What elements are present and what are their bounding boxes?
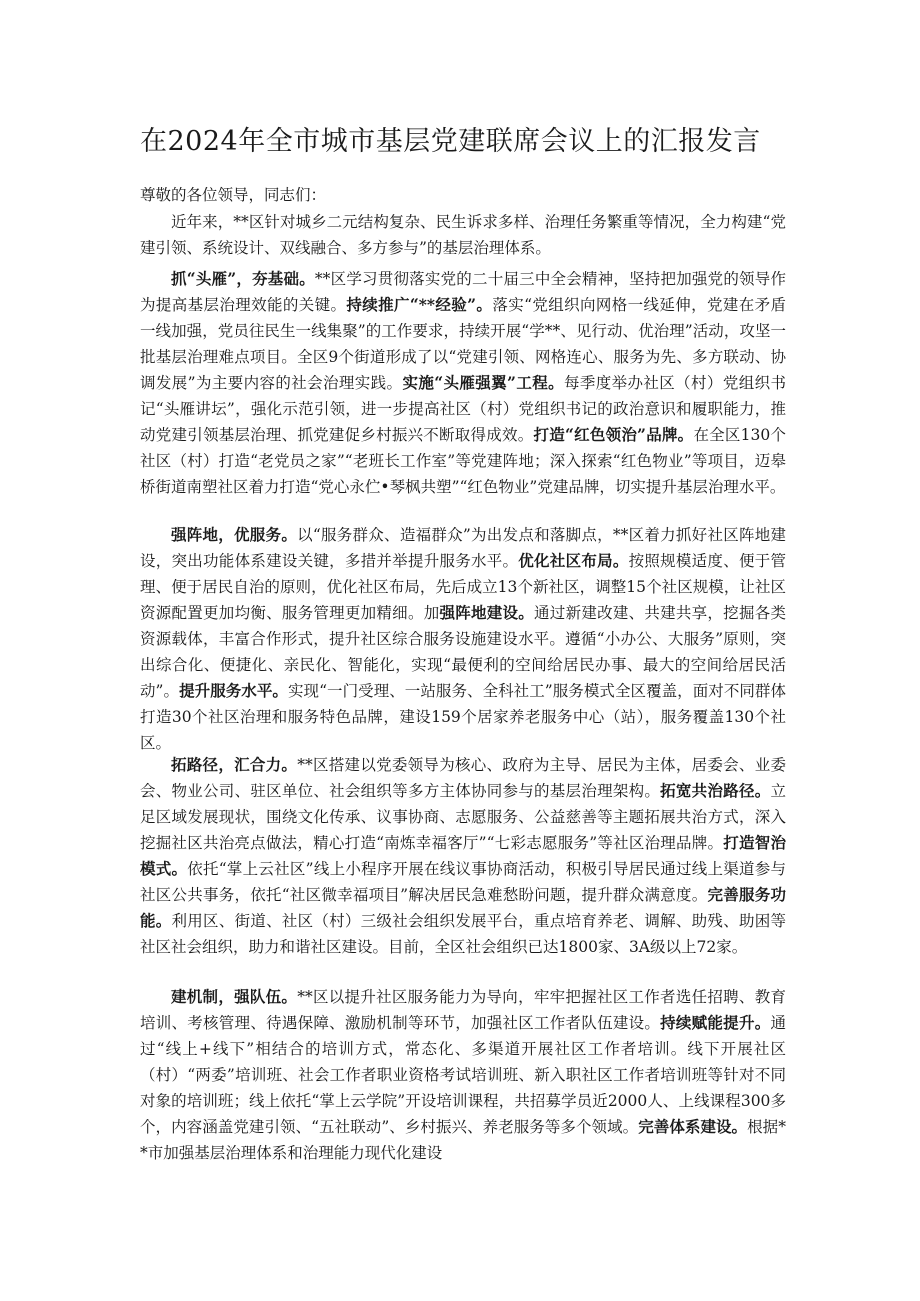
salutation: 尊敬的各位领导，同志们：	[140, 186, 327, 204]
subsection-heading: 强阵地建设。	[439, 603, 535, 622]
paragraph-service	[140, 522, 786, 756]
subsection-heading: 持续赋能提升。	[660, 1013, 771, 1032]
text-segment: 按照规模适度、便于管理、便于居民自治的原则，优化社区布局，先后成立13个新社区，调整15个社区规模，让社区资源配置更加均衡、服务管理更加精细。加	[140, 552, 786, 622]
subsection-heading: 持续推广“**经验”。	[346, 295, 493, 314]
text-segment: 每季度举办社区（村）党组织书记“头雁讲坛”，强化示范引领，进一步提高社区（村）党组织书记的政治意识和履职能力，推动党建引领基层治理、抓党建促乡村振兴不断取得成效。	[140, 374, 786, 444]
section-heading: 强阵地，优服务。	[171, 525, 298, 544]
paragraph-synergy	[140, 752, 786, 960]
paragraph-mechanism	[140, 984, 786, 1166]
subsection-heading: 打造“红色领治”品牌。	[533, 425, 694, 444]
text-segment: 依托“掌上云社区”线上小程序开展在线议事协商活动，积极引导居民通过线上渠道参与社区公共事务，依托“社区微幸福项目”解决居民急难愁盼问题，提升群众满意度。	[140, 860, 786, 904]
subsection-heading: 优化社区布局。	[518, 551, 629, 570]
text-segment: 通过新建改建、共建共享，挖掘各类资源载体，丰富合作形式，提升社区综合服务设施建设水平。遵循“小办公、大服务”原则，突出综合化、便捷化、亲民化、智能化，实现“最便利的空间给居民办事、最大的空间给居民活动”。	[140, 604, 786, 700]
text-segment: 落实“党组织向网格一线延伸，党建在矛盾一线加强，党员往民生一线集聚”的工作要求，持续开展“学**、见行动、优治理”活动，攻坚一批基层治理难点项目。全区9个街道形成了以“党建引领、网格连心、服务为先、多方联动、协调发展”为主要内容的社会治理实践。	[140, 296, 786, 392]
subsection-heading: 提升服务水平。	[179, 681, 288, 700]
text-segment: **区以提升社区服务能力为导向，牢牢把握社区工作者选任招聘、教育培训、考核管理、待遇保障、激励机制等环节，加强社区工作者队伍建设。	[140, 988, 786, 1032]
section-heading: 拓路径，汇合力。	[171, 755, 298, 774]
text-segment: 根据**市加强基层治理体系和治理能力现代化建设	[140, 1118, 786, 1162]
subsection-heading: 实施“头雁强翼”工程。	[402, 373, 564, 392]
subsection-heading: 完善服务功能。	[140, 885, 786, 930]
text-segment: 在全区130个社区（村）打造“老党员之家”“老班长工作室”等党建阵地；深入探索“红色物业”等项目，迈皋桥街道南塑社区着力打造“党心永伫•琴枫共塑”“红色物业”党建品牌，切实提升基层治理水平。	[140, 426, 786, 496]
subsection-heading: 打造智治模式。	[140, 833, 786, 878]
section-heading: 建机制，强队伍。	[171, 987, 298, 1006]
text-segment: 利用区、街道、社区（村）三级社会组织发展平台，重点培育养老、调解、助残、助困等社区社会组织，助力和谐社区建设。目前，全区社会组织已达1800家、3A级以上72家。	[140, 912, 786, 956]
subsection-heading: 完善体系建设。	[638, 1117, 748, 1136]
text-segment: 通过“线上+线下”相结合的培训方式，常态化、多渠道开展社区工作者培训。线下开展社区（村）“两委”培训班、社会工作者职业资格考试培训班、新入职社区工作者培训班等针对不同对象的培训班；线上依托“掌上云学院”开设培训课程，共招募学员近2000人、上线课程300多个，内容涵盖党建引领、“五社联动”、乡村振兴、养老服务等多个领域。	[140, 1014, 786, 1136]
subsection-heading: 拓宽共治路径。	[660, 781, 771, 800]
text-segment: **区学习贯彻落实党的二十届三中全会精神，坚持把加强党的领导作为提高基层治理效能的关键。	[140, 270, 786, 314]
text-segment: 立足区域发展现状，围绕文化传承、议事协商、志愿服务、公益慈善等主题拓展共治方式，深入挖掘社区共治亮点做法，精心打造“南炼幸福客厅”“七彩志愿服务”等社区治理品牌。	[140, 782, 786, 852]
text-segment: 实现“一门受理、一站服务、全科社工”服务模式全区覆盖，面对不同群体打造30个社区治理和服务特色品牌，建设159个居家养老服务中心（站），服务覆盖130个社区。	[140, 682, 786, 752]
text-segment: 近年来，**区针对城乡二元结构复杂、民生诉求多样、治理任务繁重等情况，全力构建“党建引领、系统设计、双线融合、多方参与”的基层治理体系。	[140, 213, 786, 257]
paragraph-leadership	[140, 266, 786, 500]
section-heading: 抓“头雁”，夯基础。	[171, 269, 315, 288]
page-title: 在2024年全市城市基层党建联席会议上的汇报发言	[140, 126, 761, 157]
text-segment: **区搭建以党委领导为核心、政府为主导、居民为主体，居委会、业委会、物业公司、驻区单位、社会组织等多方主体协同参与的基层治理架构。	[140, 756, 786, 800]
paragraph-intro	[140, 209, 786, 261]
text-segment: 以“服务群众、造福群众”为出发点和落脚点，**区着力抓好社区阵地建设，突出功能体系建设关键，多措并举提升服务水平。	[140, 526, 786, 570]
